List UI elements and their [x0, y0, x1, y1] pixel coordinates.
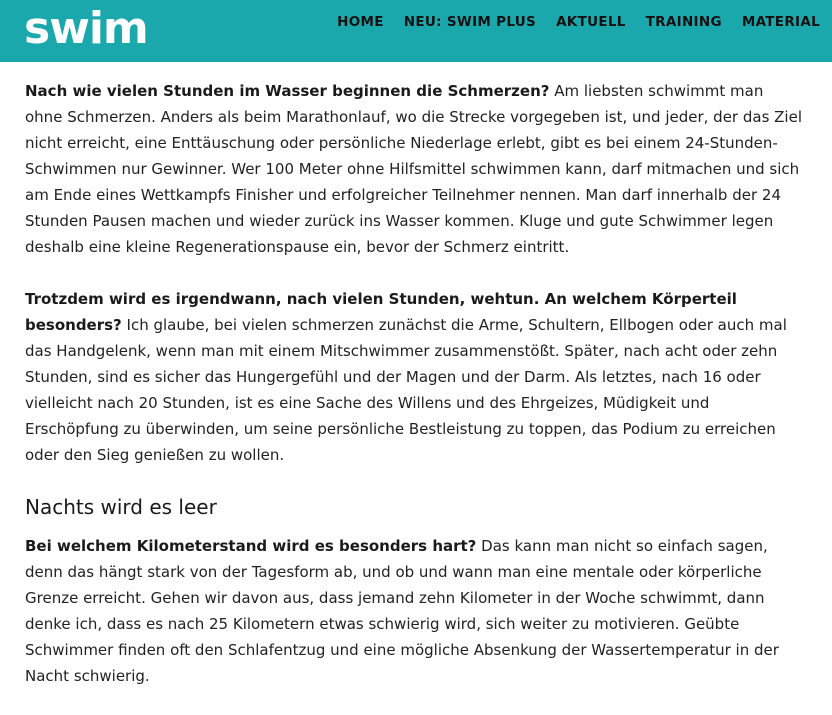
article-body	[25, 78, 805, 715]
article-paragraph-3	[25, 533, 805, 689]
interview-question-3: Bei welchem Kilometerstand wird es besonders hart?	[25, 537, 477, 555]
nav-item-aktuell[interactable]: AKTUELL	[556, 14, 626, 30]
interview-question-2: Trotzdem wird es irgendwann, nach vielen Stunden, wehtun. An welchem Körperteil besonders?	[25, 290, 737, 334]
interview-answer-2: Ich glaube, bei vielen schmerzen zunächst die Arme, Schultern, Ellbogen oder auch mal das Handgelenk, wenn man mit einem Mitschwimmer zusammenstößt. Später, nach acht oder zehn Stunden, sind es sicher das Hungergefühl und der Magen und der Darm. Als letztes, nach 16 oder vielleicht nach 20 Stunden, ist es eine Sache des Willens und des Ehrgeizes, Müdigkeit und Erschöpfung zu überwinden, um seine persönliche Bestleistung zu toppen, das Podium zu erreichen oder den Sieg genießen zu wollen.	[25, 316, 787, 464]
nav-item-material[interactable]: MATERIAL	[741, 14, 820, 30]
section-heading: Nachts wird es leer	[25, 495, 217, 519]
article-paragraph-1	[25, 78, 805, 260]
site-header	[0, 0, 832, 62]
article-paragraph-2	[25, 286, 805, 468]
nav-item-training[interactable]: TRAINING	[645, 14, 722, 30]
interview-question-1: Nach wie vielen Stunden im Wasser beginnen die Schmerzen?	[25, 82, 550, 100]
nav-item-home[interactable]: HOME	[337, 14, 384, 30]
nav-item-swim-plus[interactable]: NEU: SWIM PLUS	[403, 14, 537, 30]
interview-answer-1: Am liebsten schwimmt man ohne Schmerzen. Anders als beim Marathonlauf, wo die Strecke vorgegeben ist, und jeder, der das Ziel nicht erreicht, eine Enttäuschung oder persönliche Niederlage erlebt, gibt es bei einem 24-Stunden-Schwimmen nur Gewinner. Wer 100 Meter ohne Hilfsmittel schwimmen kann, darf mitmachen und sich am Ende eines Wettkampfs Finisher und erfolgreicher Teilnehmer nennen. Man darf innerhalb der 24 Stunden Pausen machen und wieder zurück ins Wasser kommen. Kluge und gute Schwimmer legen deshalb eine kleine Regenerationspause ein, bevor der Schmerz eintritt.	[25, 82, 802, 256]
swim-logo[interactable]: swim	[24, 3, 148, 54]
main-nav	[337, 14, 820, 30]
interview-answer-3: Das kann man nicht so einfach sagen, denn das hängt stark von der Tagesform ab, und ob und wann man eine mentale oder körperliche Grenze erreicht. Gehen wir davon aus, dass jemand zehn Kilometer in der Woche schwimmt, dann denke ich, dass es nach 25 Kilometern etwas schwierig wird, sich weiter zu motivieren. Geübte Schwimmer finden oft den Schlafentzug und eine mögliche Absenkung der Wassertemperatur in der Nacht schwierig.	[25, 537, 779, 685]
